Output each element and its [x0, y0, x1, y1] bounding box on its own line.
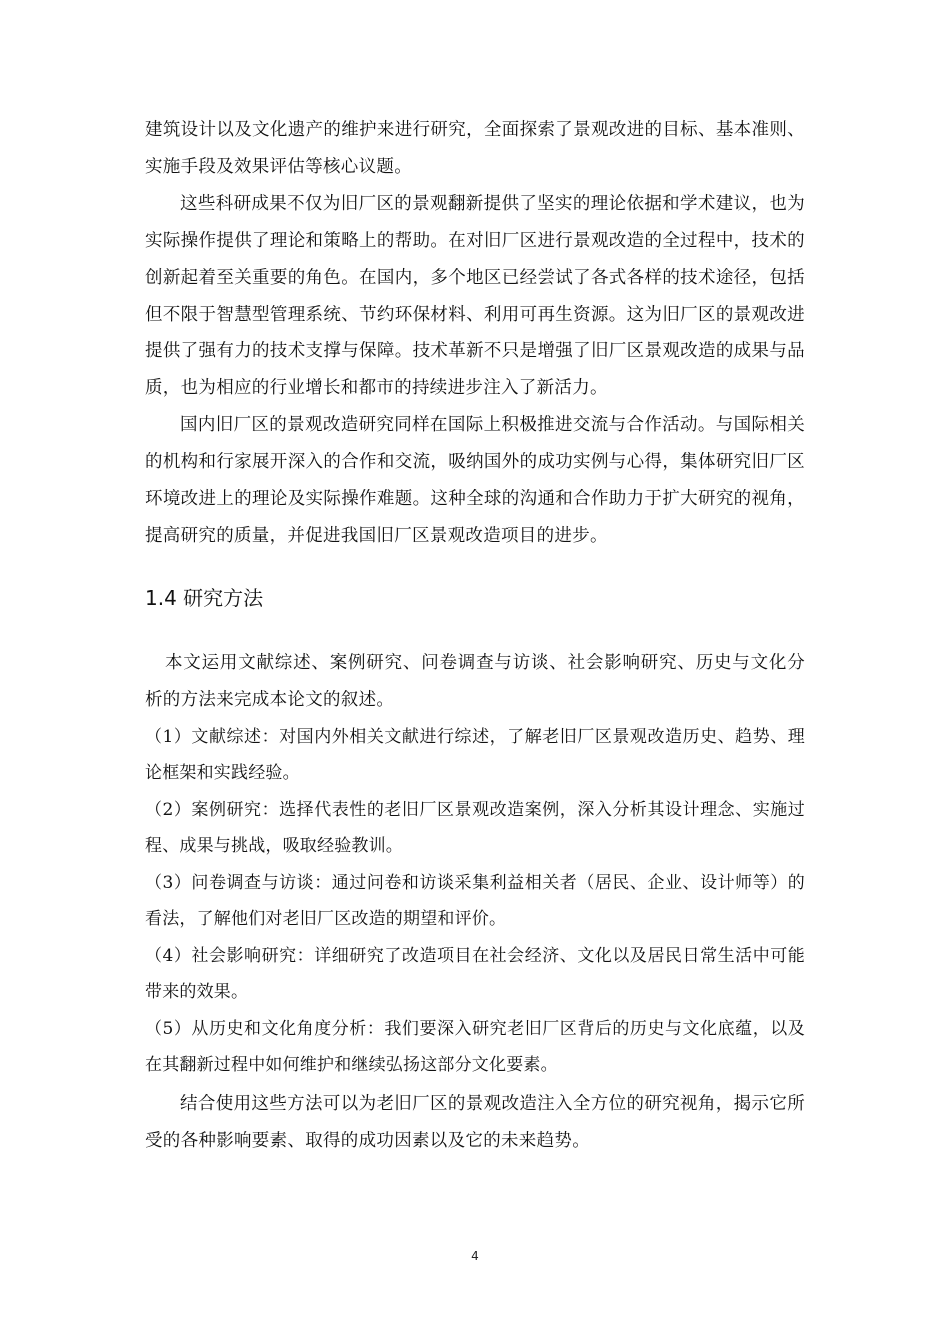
method-item-case-study: （2）案例研究：选择代表性的老旧厂区景观改造案例，深入分析其设计理念、实施过程、成果与挑战，吸取经验教训。: [145, 799, 805, 857]
methods-conclusion: 结合使用这些方法可以为老旧厂区的景观改造注入全方位的研究视角，揭示它所受的各种影响要素、取得的成功因素以及它的未来趋势。: [145, 1093, 805, 1151]
method-item-survey-interview: （3）问卷调查与访谈：通过问卷和访谈采集利益相关者（居民、企业、设计师等）的看法，了解他们对老旧厂区改造的期望和评价。: [145, 872, 805, 930]
method-item-history-culture: （5）从历史和文化角度分析：我们要深入研究老旧厂区背后的历史与文化底蕴，以及在其翻新过程中如何维护和继续弘扬这部分文化要素。: [145, 1018, 805, 1076]
page-number: 4: [471, 1249, 479, 1263]
method-item-literature-review: （1）文献综述：对国内外相关文献进行综述，了解老旧厂区景观改造历史、趋势、理论框架和实践经验。: [145, 726, 805, 784]
section-heading: 1.4 研究方法: [145, 585, 264, 610]
page-content: [145, 112, 805, 1160]
method-item-social-impact: （4）社会影响研究：详细研究了改造项目在社会经济、文化以及居民日常生活中可能带来的效果。: [145, 945, 805, 1003]
paragraph-continued: 建筑设计以及文化遗产的维护来进行研究，全面探索了景观改进的目标、基本准则、实施手段及效果评估等核心议题。: [145, 120, 805, 177]
paragraph-research-results: 这些科研成果不仅为旧厂区的景观翻新提供了坚实的理论依据和学术建议，也为实际操作提供了理论和策略上的帮助。在对旧厂区进行景观改造的全过程中，技术的创新起着至关重要的角色。在国内，多个地区已经尝试了各式各样的技术途径，包括但不限于智慧型管理系统、节约环保材料、利用可再生资源。这为旧厂区的景观改进提供了强有力的技术支撑与保障。技术革新不只是增强了旧厂区景观改造的成果与品质，也为相应的行业增长和都市的持续进步注入了新活力。: [145, 193, 805, 399]
paragraph-international-cooperation: 国内旧厂区的景观改造研究同样在国际上积极推进交流与合作活动。与国际相关的机构和行家展开深入的合作和交流，吸纳国外的成功实例与心得，集体研究旧厂区环境改进上的理论及实际操作难题。这种全球的沟通和合作助力于扩大研究的视角，提高研究的质量，并促进我国旧厂区景观改造项目的进步。: [145, 415, 805, 546]
methods-intro: 本文运用文献综述、案例研究、问卷调查与访谈、社会影响研究、历史与文化分析的方法来完成本论文的叙述。: [145, 652, 805, 710]
